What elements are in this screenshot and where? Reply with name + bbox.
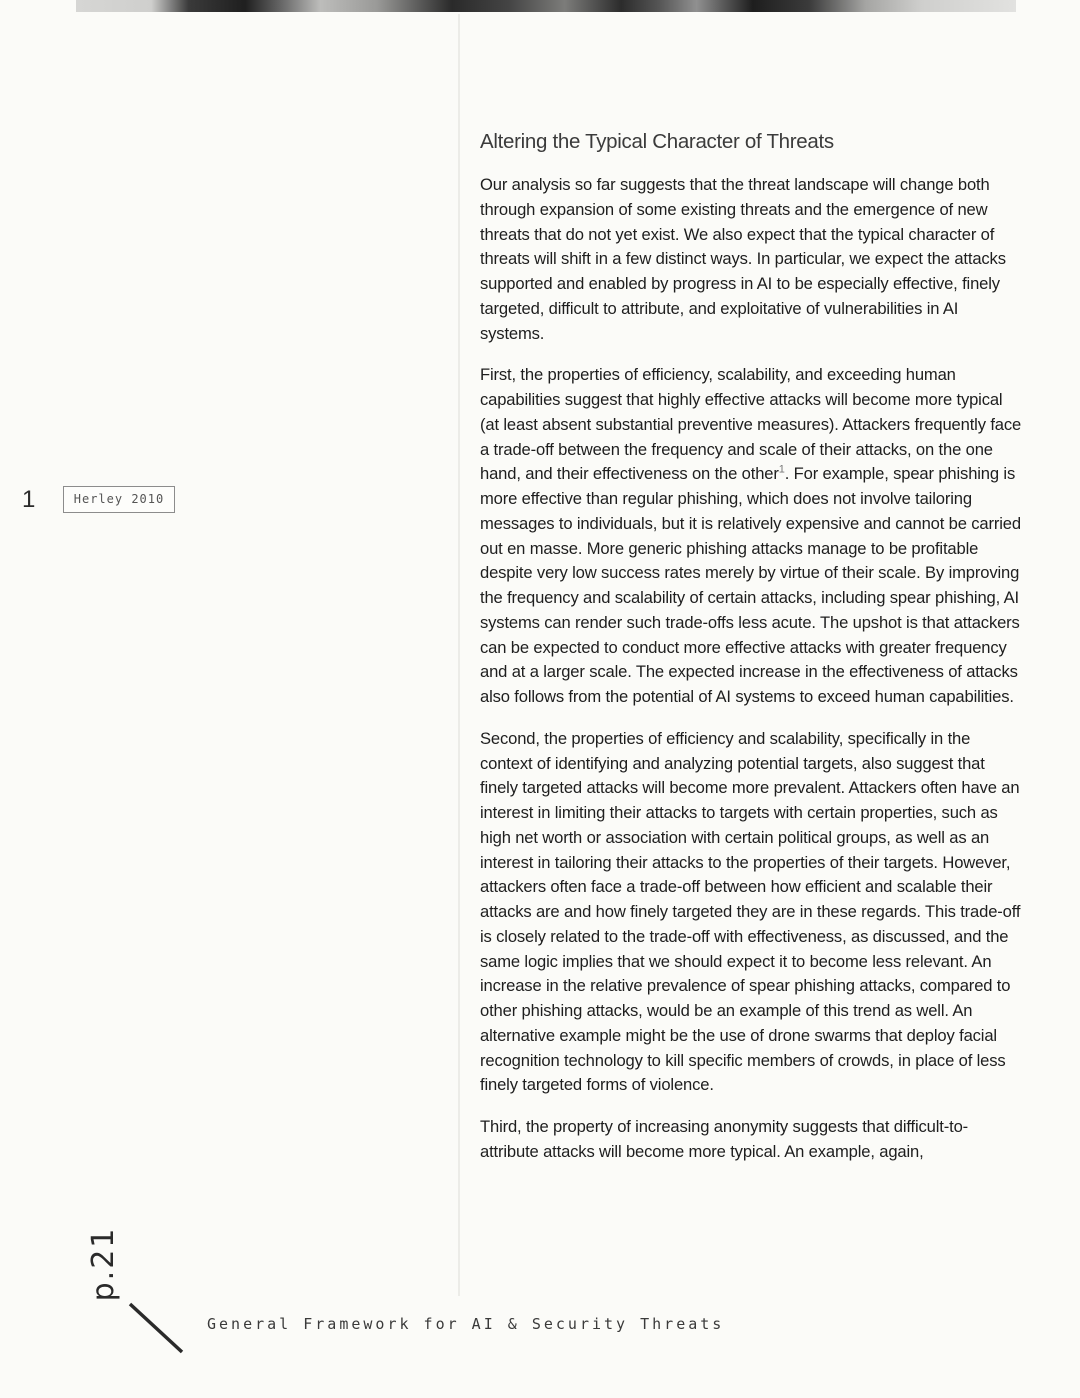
sidenote-number: 1 <box>22 486 36 513</box>
section-heading: Altering the Typical Character of Threats <box>480 130 834 153</box>
sidenote-citation: Herley 2010 <box>63 486 175 513</box>
column-divider <box>458 14 460 1296</box>
decorative-slash-icon <box>126 1300 188 1358</box>
footnote-reference[interactable]: 1 <box>778 463 785 476</box>
paragraph-2-text-before-note: First, the properties of efficiency, scalability, and exceeding human capabilities suggest that highly effective attacks will become more typical (at least absent substantial preventive measures). Attackers frequently face a trade-off between the frequency and scale of their attacks, on the one hand, and their effectiveness on the other <box>480 365 1022 484</box>
paragraph-4: Third, the property of increasing anonymity suggests that difficult-to-attribute attacks will become more typical. An example, again, <box>480 1117 969 1161</box>
body-text <box>480 173 1022 1182</box>
page-number: p.21 <box>86 1226 121 1302</box>
paragraph-2 <box>480 363 1022 710</box>
paragraph-2-text-after-note: . For example, spear phishing is more effective than regular phishing, which does not involve tailoring messages to individuals, but it is relatively expensive and cannot be carried out en masse. More generic phishing attacks manage to be profitable despite very low success rates merely by virtue of their scale. By improving the frequency and scalability of certain attacks, including spear phishing, AI systems can render such trade-offs less acute. The upshot is that attackers can be expected to conduct more effective attacks with greater frequency and at a larger scale. The expected increase in the effectiveness of attacks also follows from the potential of AI systems to exceed human capabilities. <box>480 464 1021 706</box>
running-footer-title: General Framework for AI & Security Threats <box>207 1315 725 1333</box>
header-image-strip <box>76 0 1016 12</box>
paragraph-3: Second, the properties of efficiency and scalability, specifically in the context of identifying and analyzing potential targets, also suggest that finely targeted attacks will become more prevalent. Attackers often have an interest in limiting their attacks to targets with certain properties, such as high net worth or association with certain political groups, as well as an interest in tailoring their attacks to the properties of their targets. However, attackers often face a trade-off between how efficient and scalable their attacks are and how finely targeted they are in these regards. This trade-off is closely related to the trade-off with effectiveness, as discussed, and the same logic implies that we should expect it to become less relevant. An increase in the relative prevalence of spear phishing attacks, compared to other phishing attacks, would be an example of this trend as well. An alternative example might be the use of drone swarms that deploy facial recognition technology to kill specific members of crowds, in place of less finely targeted forms of violence. <box>480 728 1021 1095</box>
paragraph-1: Our analysis so far suggests that the threat landscape will change both through expansion of some existing threats and the emergence of new threats that do not yet exist. We also expect that the typical character of threats will shift in a few distinct ways. In particular, we expect the attacks supported and enabled by progress in AI to be especially effective, finely targeted, difficult to attribute, and exploitative of vulnerabilities in AI systems. <box>480 175 1006 343</box>
